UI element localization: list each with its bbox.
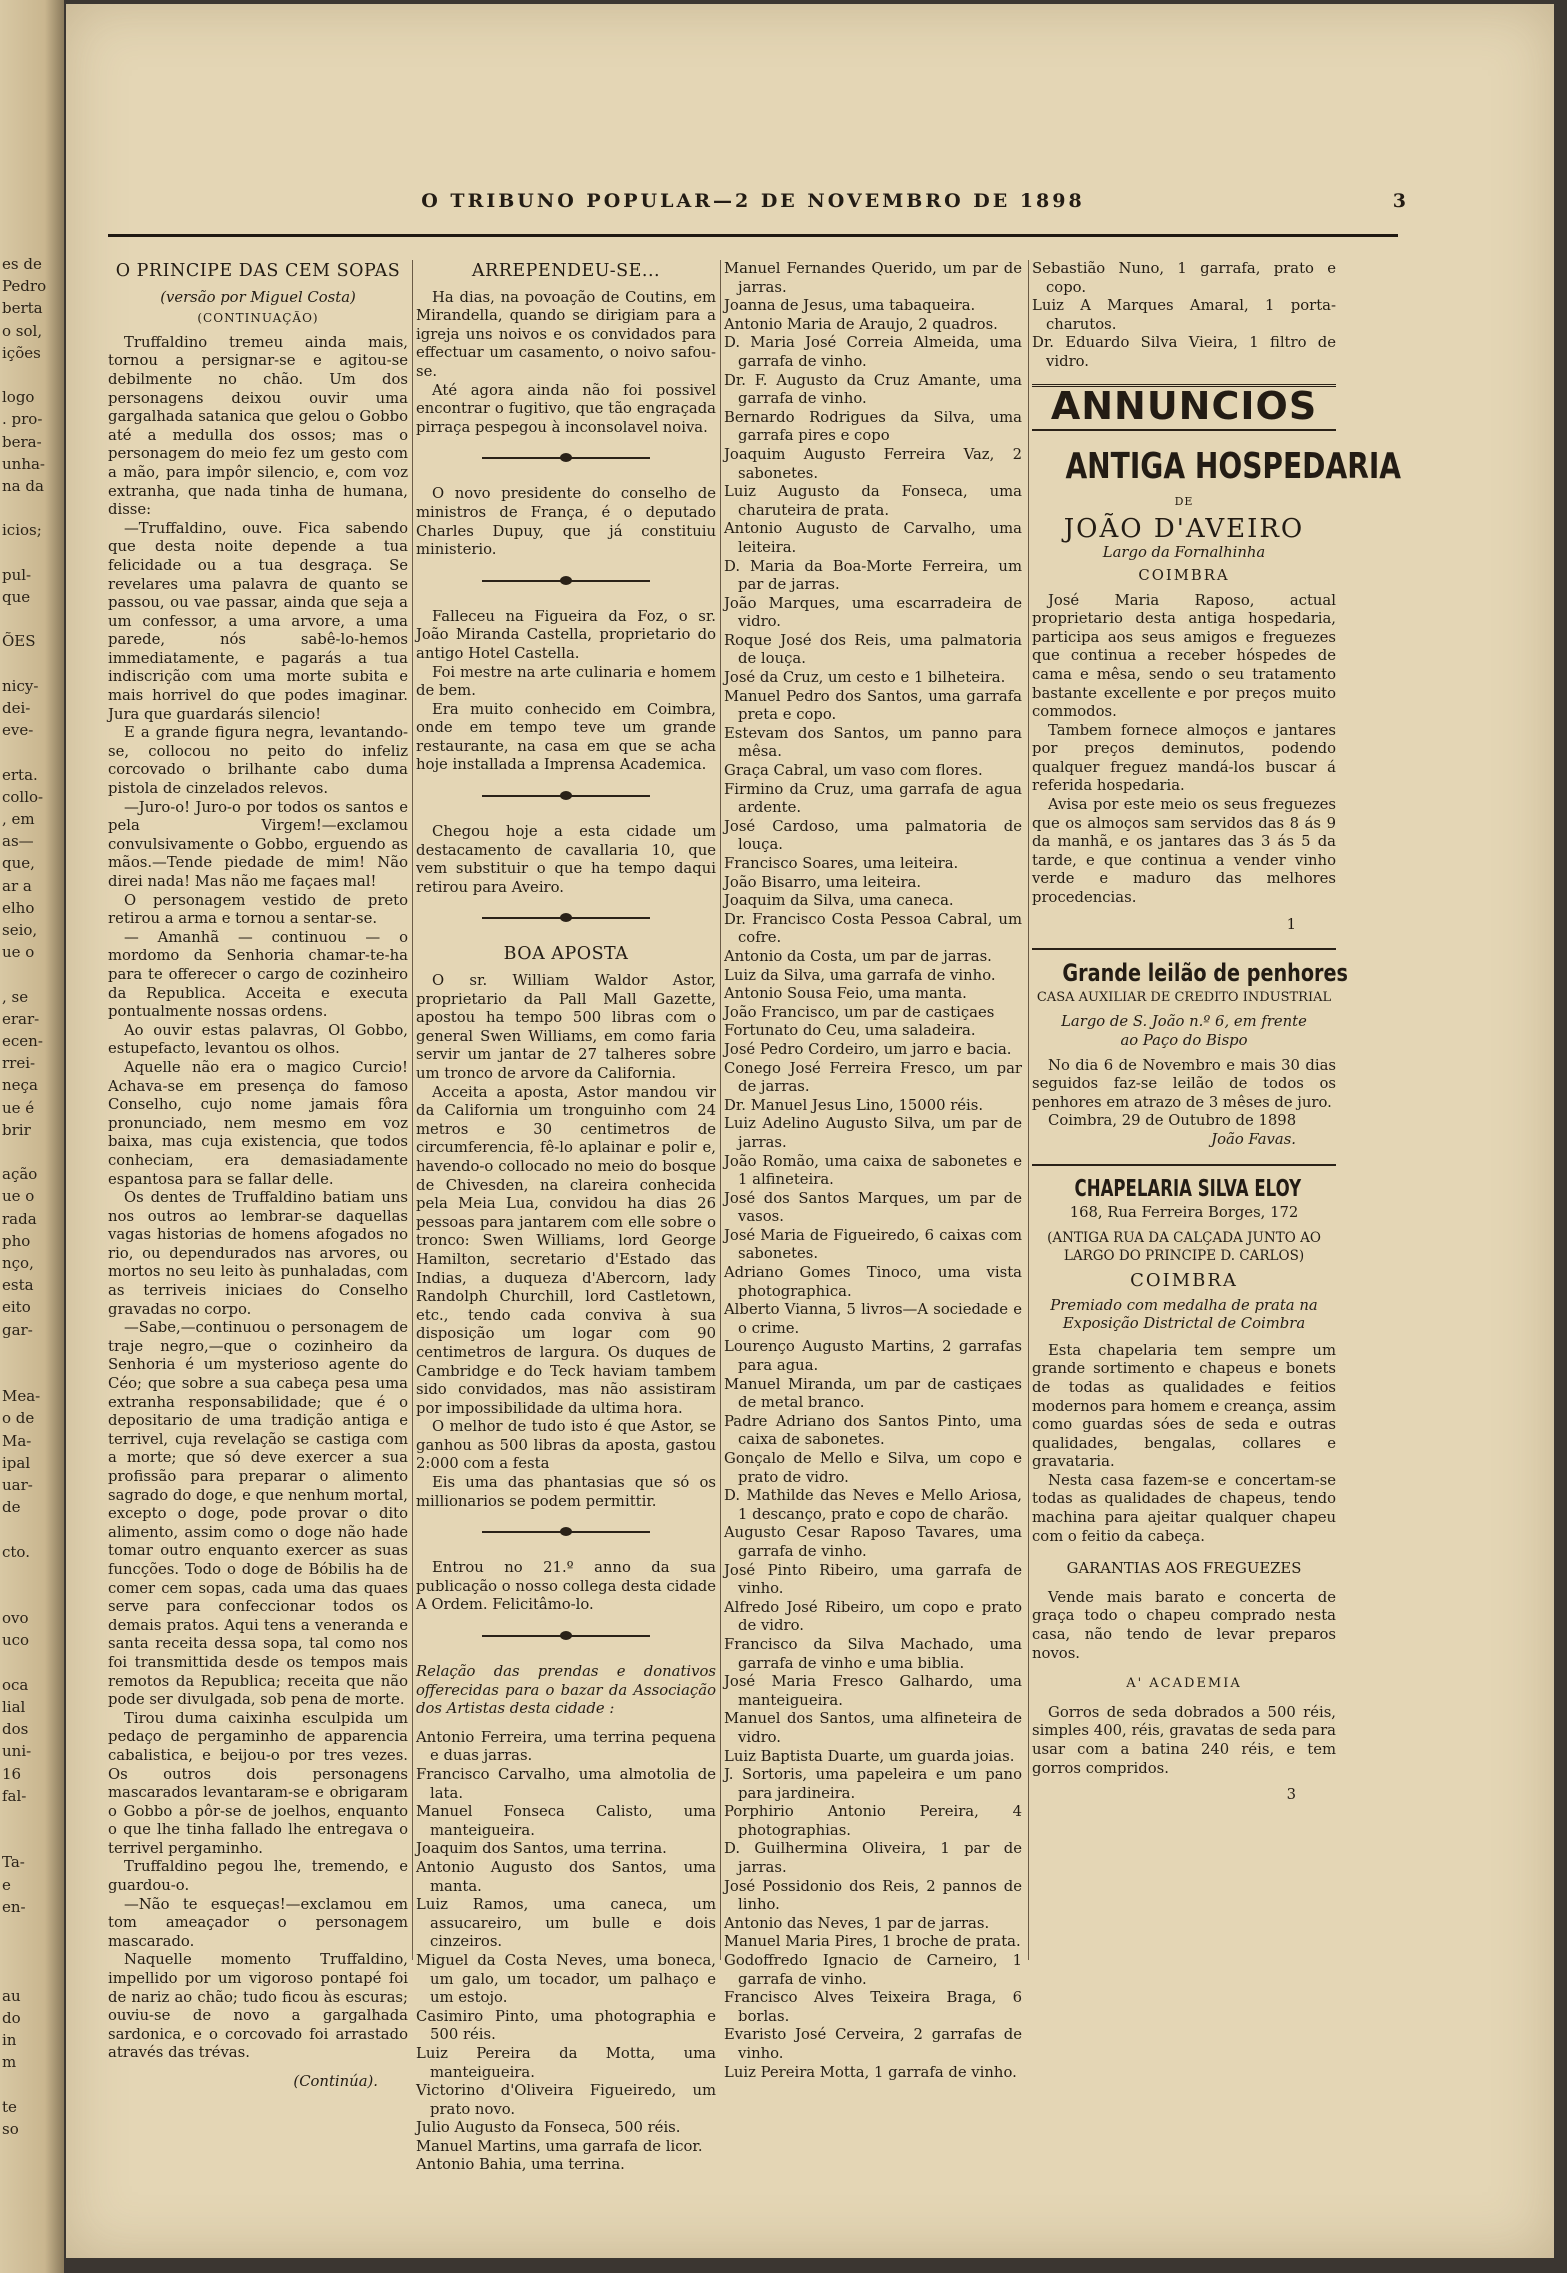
prev-page-fragment: es de: [2, 255, 42, 273]
prev-page-fragment: au: [2, 1986, 21, 2005]
prev-page-fragment: eve-: [2, 721, 34, 740]
prev-page-fragment: te: [2, 2097, 17, 2116]
prev-page-fragment: en-: [2, 1897, 26, 1916]
prev-page-fragment: unha-: [2, 454, 45, 473]
list-entry: José Possidonio dos Reis, 2 pannos de linho.: [724, 1877, 1022, 1914]
paragraph: Chegou hoje a esta cidade um destacamento de cavallaria 10, que vem substituir o que ha tempo daqui retirou para Aveiro.: [416, 823, 716, 896]
list-entry: Luiz A Marques Amaral, 1 porta-charutos.: [1032, 297, 1336, 333]
column-divider: [720, 260, 721, 1960]
ad-chapelaria-academia: A' ACADEMIA: [1126, 1676, 1242, 1692]
paragraph: —Truffaldino, ouve. Fica sabendo que desta noite depende a tua felicidade ou a tua desgraça. Se revelares uma palavra de quanto se passou, ou vae passar, ainda que seja a um confessor, a uma arvore, a uma parede, nós sabê-lo-hemos immediatamente, e pagarás a tua indiscrição com uma morte subita e mais horrivel do que podes imaginar. Jura que guardarás silencio!: [108, 519, 408, 723]
list-entry: Luiz Pereira da Motta, uma manteigueira.: [416, 2044, 716, 2081]
list-entry: Francisco Soares, uma leiteira.: [724, 855, 959, 872]
paragraph: Era muito conhecido em Coimbra, onde em tempo teve um grande restaurante, na casa em que se acha hoje installada a Imprensa Academica.: [416, 700, 716, 774]
header-rule: [108, 234, 1398, 237]
list-entry: José Cardoso, uma palmatoria de louça.: [724, 817, 1022, 854]
news-item: [416, 823, 716, 897]
list-entry: D. Maria José Correia Almeida, uma garrafa de vinho.: [724, 334, 1022, 370]
prev-page-fragment: Ta-: [2, 1853, 25, 1872]
list-entry: Alberto Vianna, 5 livros—A sociedade e o crime.: [724, 1301, 1022, 1337]
list-entry: Francisco da Silva Machado, uma garrafa de vinho e uma biblia.: [724, 1635, 1022, 1672]
list-entry: Godoffredo Ignacio de Carneiro, 1 garrafa de vinho.: [724, 1952, 1022, 1988]
ad-leilao-text: No dia 6 de Novembro e mais 30 dias seguidos faz-se leilão de todos os penhores em atrazo de 3 mêses de juro.: [1032, 1056, 1336, 1111]
prev-page-fragment: o de: [2, 1409, 35, 1428]
separator-ornament: [416, 911, 716, 925]
prev-page-fragment: elho: [2, 898, 35, 917]
prev-page-fragment: esta: [2, 1276, 34, 1295]
paragraph: —Não te esqueças!—exclamou em tom ameaçador o personagem mascarado.: [108, 1895, 408, 1950]
previous-page-edge: [0, 0, 64, 2273]
donations-list: [1032, 260, 1336, 372]
paragraph: Falleceu na Figueira da Foz, o sr. João Miranda Castella, proprietario do antigo Hotel Castella.: [416, 607, 716, 662]
paragraph: Ao ouvir estas palavras, Ol Gobbo, estupefacto, levantou os olhos.: [108, 1021, 408, 1058]
prev-page-fragment: uni-: [2, 1742, 32, 1761]
list-entry: Graça Cabral, um vaso com flores.: [724, 762, 983, 780]
prev-page-fragment: de: [2, 1498, 21, 1517]
list-entry: Lourenço Augusto Martins, 2 garrafas para agua.: [724, 1338, 1022, 1375]
paragraph: O personagem vestido de preto retirou a arma e tornou a sentar-se.: [108, 891, 408, 928]
prev-page-fragment: gar-: [2, 1320, 33, 1339]
list-entry: João Marques, uma escarradeira de vidro.: [724, 594, 1022, 631]
prev-page-fragment: collo-: [2, 787, 44, 806]
paragraph: O sr. William Waldor Astor, proprietario da Pall Mall Gazette, apostou ha tempo 500 libras com o general Swen Williams, em como faria servir um jantar de 27 talheres sobre um tronco de arvore da California.: [416, 972, 716, 1082]
list-entry: João Romão, uma caixa de sabonetes e 1 alfineteira.: [724, 1152, 1022, 1189]
prev-page-fragment: ue o: [2, 1187, 35, 1206]
ad-chapelaria-old-address: LARGO DO PRINCIPE D. CARLOS): [1063, 1248, 1305, 1265]
ad-chapelaria-prize: Premiado com medalha de prata na Exposição Districtal de Coimbra: [1050, 1296, 1318, 1333]
rule: [1032, 429, 1336, 431]
prev-page-fragment: oca: [2, 1675, 29, 1694]
donations-list: [416, 1729, 716, 2175]
column-divider: [1028, 260, 1029, 1960]
list-entry: Manuel Maria Pires, 1 broche de prata.: [724, 1933, 1021, 1951]
prev-page-fragment: dei-: [2, 699, 31, 717]
ad-hospedaria-address: Largo da Fornalhinha: [1102, 544, 1266, 562]
list-entry: João Bisarro, uma leiteira.: [724, 873, 922, 891]
list-entry: Antonio da Costa, um par de jarras.: [724, 947, 992, 965]
paragraph: Esta chapelaria tem sempre um grande sortimento e chapeus e bonets de todas as qualidades e feitios modernos para homem e creança, assim como guardas sóes de seda e outras qualidades, bengalas, collares e gravataria.: [1032, 1341, 1336, 1471]
prev-page-fragment: Mea-: [2, 1387, 41, 1406]
continua-label: (Continúa).: [293, 2073, 378, 2090]
column-4: [1032, 260, 1402, 2190]
ad-hospedaria-city: COIMBRA: [1138, 566, 1230, 584]
prev-page-fragment: in: [2, 2031, 17, 2049]
prev-page-fragment: ovo: [2, 1609, 29, 1628]
list-entry: Evaristo José Cerveira, 2 garrafas de vinho.: [724, 2026, 1022, 2062]
article-title-arrependeu: ARREPENDEU-SE...: [471, 261, 661, 281]
list-entry: Luiz Ramos, uma caneca, um assucareiro, um bulle e dois cinzeiros.: [416, 1896, 716, 1951]
paragraph: Truffaldino tremeu ainda mais, tornou a persignar-se e agitou-se debilmente no chão. Um dos personagens deixou ouvir uma gargalhada satanica que gelou o Gobbo até a medulla dos ossos; mas o personagem do meio fez um gesto com a mão, para impôr silencio, e, com voz extranha, que nada tinha de humana, disse:: [108, 333, 408, 519]
prev-page-fragment: ar a: [2, 876, 32, 895]
list-entry: Manuel dos Santos, uma alfineteira de vidro.: [724, 1710, 1022, 1746]
paragraph: Avisa por este meio os seus freguezes que os almoços sam servidos das 8 ás 9 da manhã, e os jantares das 3 ás 5 da tarde, e que continua a vender vinho verde e maduro das melhores procedencias.: [1032, 796, 1336, 907]
prev-page-fragment: icios;: [2, 521, 42, 540]
list-entry: Dr. Eduardo Silva Vieira, 1 filtro de vidro.: [1032, 334, 1336, 370]
paragraph: Ha dias, na povoação de Coutins, em Mirandella, quando se dirigiam para a igreja uns noivos e os convidados para effectuar um casamento, o noivo safou-se.: [416, 288, 716, 380]
page-number: 3: [1392, 190, 1406, 212]
prev-page-fragment: erar-: [2, 1009, 40, 1028]
list-entry: Sebastião Nuno, 1 garrafa, prato e copo.: [1032, 260, 1336, 296]
prev-page-fragment: Pedro: [2, 277, 47, 296]
paragraph: Até agora ainda não foi possivel encontrar o fugitivo, que tão engraçada pirraça pespegou à inconsolavel noiva.: [416, 381, 716, 436]
prev-page-fragment: Ma-: [2, 1431, 32, 1450]
prev-page-fragment: neça: [2, 1076, 38, 1095]
paragraph: José Maria Raposo, actual proprietario desta antiga hospedaria, participa aos seus amigos e freguezes que continua a receber hóspedes de cama e mêsa, sendo o seu tratamento bastante excellente e por preços muito commodos.: [1032, 591, 1336, 721]
paragraph: —Sabe,—continuou o personagem de traje negro,—que o cozinheiro da Senhoria é um mysterioso agente do Céo; que sobre a sua cabeça pesa uma extranha responsabilidade; que é o depositario de uma tradição antiga e terrivel, cuja revelação se castiga com a morte; que só deve exercer a sua profissão para preparar o alimento sagrado do doge, e que nenhum mortal, excepto o doge, pode provar o dito alimento, assim como o doge não hade tomar outro enquanto exercer as suas funcções. Todo o doge de Bóbilis ha de comer cem sopas, cada uma das quaes serve para confeccionar todos os demais pratos. Aqui tens a veneranda e santa receita dessa sopa, tal como nos foi transmittida desde os tempos mais remotos da Republica; receita que não pode ser divulgada, sob pena de morte.: [108, 1319, 408, 1709]
list-entry: Padre Adriano dos Santos Pinto, uma caixa de sabonetes.: [724, 1412, 1022, 1449]
ad-chapelaria-garantias-text: Vende mais barato e concerta de graça todo o chapeu comprado nesta casa, não tendo de levar preparos novos.: [1032, 1588, 1336, 1662]
paragraph: Eis uma das phantasias que só os millionarios se podem permittir.: [416, 1474, 716, 1510]
news-item: [416, 289, 716, 438]
prev-page-fragment: as—: [2, 832, 34, 851]
list-entry: D. Maria da Boa-Morte Ferreira, um par de jarras.: [724, 557, 1022, 594]
paragraph: Aquelle não era o magico Curcio! Achava-se em presença do famoso Conselho, cujo nome jamais fôra pronunciado, nem mesmo em voz baixa, mas cuja existencia, que todos conheciam, era demasiadamente espantosa para se fallar delle.: [108, 1058, 408, 1188]
paragraph: Tambem fornece almoços e jantares por preços deminutos, podendo qualquer freguez mandá-los buscar á referida hospedaria.: [1032, 721, 1336, 795]
prev-page-fragment: brir: [2, 1120, 31, 1139]
list-entry: Luiz Augusto da Fonseca, uma charuteira de prata.: [724, 483, 1022, 519]
list-entry: Luiz Pereira Motta, 1 garrafa de vinho.: [724, 2063, 1017, 2081]
list-entry: José Maria de Figueiredo, 6 caixas com sabonetes.: [724, 1226, 1022, 1263]
list-entry: Joaquim dos Santos, uma terrina.: [416, 1840, 667, 1858]
ad-leilao-signature: João Favas.: [1211, 1130, 1296, 1148]
list-entry: Francisco Carvalho, uma almotolia de lata.: [416, 1766, 716, 1802]
list-entry: Miguel da Costa Neves, uma boneca, um galo, um tocador, um palhaço e um estojo.: [416, 1951, 716, 2007]
prev-page-fragment: fal-: [2, 1786, 27, 1805]
prev-page-fragment: uar-: [2, 1476, 33, 1494]
article-title-boa-aposta: BOA APOSTA: [503, 944, 629, 965]
prev-page-fragment: eito: [2, 1298, 31, 1317]
list-entry: Antonio Augusto de Carvalho, uma leiteira.: [724, 520, 1022, 556]
paragraph: Nesta casa fazem-se e concertam-se todas as qualidades de chapeus, tendo machina para ajeitar qualquer chapeu com o feitio da cabeça.: [1032, 1471, 1336, 1545]
list-entry: Estevam dos Santos, um panno para mêsa.: [724, 724, 1022, 761]
list-entry: Adriano Gomes Tinoco, uma vista photographica.: [724, 1264, 1022, 1300]
list-entry: Antonio Ferreira, uma terrina pequena e duas jarras.: [416, 1728, 716, 1765]
paragraph: Entrou no 21.º anno da sua publicação o nosso collega desta cidade A Ordem. Felicitâmo-lo.: [416, 1559, 716, 1614]
list-entry: Luiz Baptista Duarte, um guarda joias.: [724, 1747, 1015, 1765]
ad-chapelaria-title: CHAPELARIA SILVA ELOY: [1074, 1175, 1302, 1202]
list-entry: D. Mathilde das Neves e Mello Ariosa, 1 descanço, prato e copo de charão.: [724, 1487, 1022, 1523]
list-entry: Roque José dos Reis, uma palmatoria de louça.: [724, 631, 1022, 668]
list-entry: José Maria Fresco Galhardo, uma manteigueira.: [724, 1673, 1022, 1709]
ad-number: 3: [1286, 1786, 1296, 1804]
list-entry: Fortunato do Ceu, uma saladeira.: [724, 1022, 976, 1040]
prev-page-fragment: ação: [2, 1165, 38, 1184]
prev-page-fragment: so: [2, 2119, 19, 2138]
prev-page-fragment: erta.: [2, 765, 38, 784]
column-3: [724, 260, 1022, 2190]
list-entry: D. Guilhermina Oliveira, 1 par de jarras.: [724, 1840, 1022, 1877]
prev-page-fragment: berta: [2, 299, 43, 318]
page-header: [108, 190, 1406, 214]
prev-page-fragment: nço,: [2, 1254, 34, 1272]
list-entry: Joaquim Augusto Ferreira Vaz, 2 sabonetes.: [724, 445, 1022, 482]
paragraph: Acceita a aposta, Astor mandou vir da California um tronguinho com 24 metros e 30 centimetros de circumferencia, fê-lo aplainar e polir e, havendo-o collocado no meio do bosque de Chivesden, na clareira conhecida pela Meia Lua, convidou ha dias 26 pessoas para jantarem com elle sobre o tronco: Swen Williams, lord George Hamilton, secretario d'Estado das Indias, a duqueza d'Abercorn, lady Randolph Churchill, lord Castletown, etc., tendo cada conviva à sua disposição um logar com 90 centimetros de largura. Os duques de Cambridge e do Teck haviam tambem sido convidados, mas não assistiram por impossibilidade da ultima hora.: [416, 1083, 716, 1417]
prev-page-fragment: , em: [2, 810, 35, 828]
paragraph: Os dentes de Truffaldino batiam uns nos outros ao lembrar-se daquellas vagas historias de homens afogados no rio, ou dependurados nas arvores, ou mortos no seu leito às punhaladas, com as terriveis iniciaes do Conselho gravadas no corpo.: [108, 1189, 408, 1318]
ad-leilao-date: Coimbra, 29 de Outubro de 1898: [1048, 1112, 1297, 1130]
prev-page-fragment: logo: [2, 388, 35, 407]
prev-page-fragment: na da: [2, 477, 44, 495]
paragraph: Naquelle momento Truffaldino, impellido por um vigoroso pontapé foi de nariz ao chão; tudo ficou às escuras; ouviu-se de novo a gargalhada sardonica, e o corcovado foi arrastado através das trévas.: [108, 1951, 408, 2062]
prev-page-fragment: do: [2, 2008, 21, 2027]
prev-page-fragment: ue é: [2, 1098, 35, 1117]
ad-leilao-address: Largo de S. João n.º 6, em frente ao Paço do Bispo: [1061, 1013, 1307, 1049]
ad-hospedaria-de: DE: [1174, 495, 1194, 509]
ad-hospedaria-text: [1032, 592, 1336, 908]
news-item: [416, 608, 716, 775]
list-entry: Manuel Martins, uma garrafa de licor.: [416, 2137, 703, 2155]
list-entry: Julio Augusto da Fonseca, 500 réis.: [416, 2119, 681, 2137]
paragraph: E a grande figura negra, levantando-se, collocou no peito do infeliz corcovado o brilhante cabo duma pistola de cinzelados relevos.: [108, 724, 408, 798]
donations-list: [724, 260, 1022, 2082]
list-entry: José Pedro Cordeiro, um jarro e bacia.: [724, 1040, 1012, 1058]
list-entry: Casimiro Pinto, uma photographia e 500 réis.: [416, 2007, 716, 2044]
list-entry: Alfredo José Ribeiro, um copo e prato de vidro.: [724, 1598, 1022, 1635]
list-entry: Augusto Cesar Raposo Tavares, uma garrafa de vinho.: [724, 1524, 1022, 1560]
ad-hospedaria-name: JOÃO D'AVEIRO: [1063, 513, 1305, 544]
list-entry: Dr. Manuel Jesus Lino, 15000 réis.: [724, 1096, 984, 1114]
separator-ornament: [416, 789, 716, 803]
paragraph: O novo presidente do conselho de ministros de França, é o deputado Charles Dupuy, que já constituiu ministerio.: [416, 485, 716, 559]
list-entry: Bernardo Rodrigues da Silva, uma garrafa pires e copo: [724, 408, 1022, 445]
prev-page-fragment: ipal: [2, 1453, 31, 1472]
prev-page-fragment: ecen-: [2, 1032, 43, 1050]
list-entry: Luiz da Silva, uma garrafa de vinho.: [724, 966, 996, 984]
list-entry: Manuel Fonseca Calisto, uma manteigueira.: [416, 1803, 716, 1839]
prev-page-fragment: pul-: [2, 565, 32, 584]
column-1: [108, 260, 408, 2190]
article-subtitle: (versão por Miguel Costa): [160, 288, 356, 306]
prev-page-fragment: m: [2, 2053, 17, 2072]
column-2: [416, 260, 716, 2190]
list-entry: Antonio das Neves, 1 par de jarras.: [724, 1914, 990, 1932]
separator-ornament: [416, 451, 716, 465]
prev-page-fragment: dos: [2, 1720, 29, 1739]
list-entry: Gonçalo de Mello e Silva, um copo e prato de vidro.: [724, 1450, 1022, 1486]
news-item: [416, 485, 716, 559]
column-divider: [412, 260, 413, 1960]
ad-leilao-sub: CASA AUXILIAR DE CREDITO INDUSTRIAL: [1036, 989, 1332, 1005]
prev-page-fragment: uco: [2, 1631, 30, 1650]
prev-page-fragment: , se: [2, 987, 29, 1006]
paragraph: O melhor de tudo isto é que Astor, se ganhou as 500 libras da aposta, gastou 2:000 com a festa: [416, 1418, 716, 1473]
list-entry: José da Cruz, um cesto e 1 bilheteira.: [724, 669, 1006, 687]
ad-leilao-title: Grande leilão de penhores: [1062, 959, 1348, 988]
ad-chapelaria-academia-text: Gorros de seda dobrados a 500 réis, simples 400, réis, gravatas de seda para usar com a batina 240 réis, e tem gorros compridos.: [1032, 1703, 1336, 1777]
prev-page-fragment: o sol,: [2, 321, 43, 340]
list-entry: J. Sortoris, uma papeleira e um pano para jardineira.: [724, 1766, 1022, 1802]
prev-page-fragment: que,: [2, 854, 35, 873]
prev-page-fragment: pho: [2, 1231, 31, 1250]
prev-page-fragment: que: [2, 588, 31, 606]
list-entry: Dr. Francisco Costa Pessoa Cabral, um cofre.: [724, 910, 1022, 947]
prev-page-fragment: ue o: [2, 943, 35, 962]
prev-page-fragment: . pro-: [2, 410, 43, 429]
newspaper-page: [66, 4, 1554, 2258]
prev-page-fragment: nicy-: [2, 676, 39, 695]
list-entry: Francisco Alves Teixeira Braga, 6 borlas.: [724, 1989, 1022, 2025]
rule: [1032, 1164, 1336, 1166]
paragraph: Tirou duma caixinha esculpida um pedaço de pergaminho de apparencia cabalistica, e beijou-o por tres vezes. Os outros dois personagens mascarados levantaram-se e obrigaram o Gobbo a pôr-se de joelhos, enquanto o que lhe tinha fallado lhe entregava o terrivel pergaminho.: [108, 1709, 408, 1857]
list-entry: Luiz Adelino Augusto Silva, um par de jarras.: [724, 1115, 1022, 1151]
separator-ornament: [416, 574, 716, 588]
list-entry: Antonio Sousa Feio, uma manta.: [724, 985, 967, 1003]
prev-page-fragment: rada: [2, 1209, 37, 1228]
list-entry: Manuel Pedro dos Santos, uma garrafa preta e copo.: [724, 687, 1022, 724]
prev-page-fragment: ições: [2, 343, 41, 362]
rule: [1032, 948, 1336, 950]
paragraph: Foi mestre na arte culinaria e homem de bem.: [416, 663, 716, 700]
news-item: [416, 972, 716, 1511]
prev-page-fragment: 16: [2, 1764, 22, 1783]
list-entry: Joaquim da Silva, uma caneca.: [724, 892, 954, 910]
prev-page-fragment: cto.: [2, 1542, 30, 1561]
separator-ornament: [416, 1525, 716, 1539]
ad-chapelaria-address: 168, Rua Ferreira Borges, 172: [1069, 1204, 1299, 1222]
list-entry: Antonio Maria de Araujo, 2 quadros.: [724, 315, 998, 333]
prev-page-fragment: rrei-: [2, 1054, 36, 1073]
list-entry: Manuel Fernandes Querido, um par de jarras.: [724, 260, 1022, 296]
prev-page-fragment: bera-: [2, 432, 42, 451]
separator-ornament: [416, 1629, 716, 1643]
list-entry: Antonio Bahia, uma terrina.: [416, 2156, 625, 2174]
paragraph: — Amanhã — continuou — o mordomo da Senhoria chamar-te-ha para te offerecer o cargo de cozinheiro da Republica. Acceita e executa pontualmente nossas ordens.: [108, 928, 408, 1021]
prev-page-fragment: lial: [2, 1698, 26, 1716]
list-entry: João Francisco, um par de castiçaes: [724, 1003, 995, 1021]
continuation-label: (CONTINUAÇÃO): [197, 311, 319, 326]
ad-chapelaria-text: [1032, 1342, 1336, 1547]
list-entry: Porphirio Antonio Pereira, 4 photographias.: [724, 1803, 1022, 1839]
paragraph: —Juro-o! Juro-o por todos os santos e pela Virgem!—exclamou convulsivamente o Gobbo, erguendo as mãos.—Tende piedade de mim! Não direi nada! Mas não me façaes mal!: [108, 798, 408, 890]
ad-chapelaria-old-address: (ANTIGA RUA DA CALÇADA JUNTO AO: [1047, 1229, 1321, 1246]
prev-page-fragment: ÕES: [2, 632, 36, 651]
list-entry: Antonio Augusto dos Santos, uma manta.: [416, 1858, 716, 1895]
paragraph: Truffaldino pegou lhe, tremendo, e guardou-o.: [108, 1858, 408, 1895]
article-title-principe: O PRINCIPE DAS CEM SOPAS: [115, 261, 401, 281]
prev-page-fragment: seio,: [2, 921, 38, 939]
list-entry: José dos Santos Marques, um par de vasos.: [724, 1189, 1022, 1226]
running-head: O TRIBUNO POPULAR—2 DE NOVEMBRO DE 1898: [421, 190, 1085, 212]
list-entry: José Pinto Ribeiro, uma garrafa de vinho.: [724, 1561, 1022, 1598]
article-body: [108, 334, 408, 2063]
ad-chapelaria-garantias: GARANTIAS AOS FREGUEZES: [1066, 1560, 1302, 1578]
ad-hospedaria-title: ANTIGA HOSPEDARIA: [1065, 446, 1402, 488]
list-entry: Firmino da Cruz, uma garrafa de agua ardente.: [724, 780, 1022, 817]
list-entry: Dr. F. Augusto da Cruz Amante, uma garrafa de vinho.: [724, 371, 1022, 408]
donations-heading: Relação das prendas e donativos offerecidas para o bazar da Associação dos Artistas desta cidade :: [416, 1663, 716, 1718]
ad-number: 1: [1286, 915, 1296, 933]
prev-page-fragment: e: [2, 1875, 11, 1894]
ad-chapelaria-city: COIMBRA: [1130, 1269, 1238, 1291]
list-entry: Manuel Miranda, um par de castiçaes de metal branco.: [724, 1375, 1022, 1412]
list-entry: Conego José Ferreira Fresco, um par de jarras.: [724, 1059, 1022, 1096]
list-entry: Victorino d'Oliveira Figueiredo, um prato novo.: [416, 2082, 716, 2118]
list-entry: Joanna de Jesus, uma tabaqueira.: [724, 297, 976, 315]
news-item: [416, 1559, 716, 1615]
annuncios-heading: ANNUNCIOS: [1050, 383, 1318, 428]
